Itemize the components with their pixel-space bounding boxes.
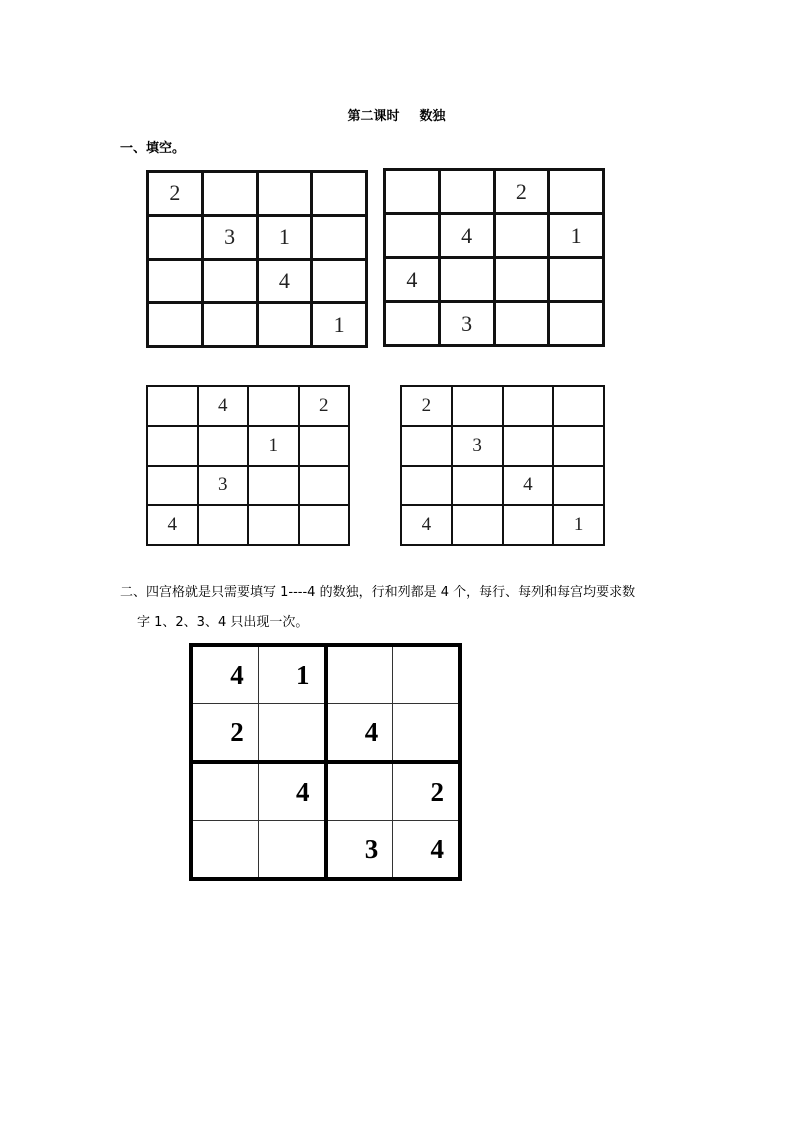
grid-cell[interactable]: 2: [148, 172, 203, 216]
grid-cell[interactable]: 1: [553, 505, 604, 545]
grid-cell[interactable]: [198, 426, 249, 466]
grid-cell[interactable]: 4: [401, 505, 452, 545]
grid-cell[interactable]: 4: [258, 762, 325, 821]
grid-cell[interactable]: [258, 704, 325, 763]
grid-cell[interactable]: [248, 466, 299, 506]
grid-cell[interactable]: [553, 386, 604, 426]
grid-cell[interactable]: 4: [326, 704, 393, 763]
grid-cell[interactable]: 4: [257, 259, 312, 303]
sudoku-grid-1: [146, 170, 368, 348]
grid-cell[interactable]: [326, 645, 393, 704]
grid-cell[interactable]: [147, 386, 198, 426]
grid-cell[interactable]: [553, 426, 604, 466]
grid-cell[interactable]: [257, 172, 312, 216]
grid-cell[interactable]: [503, 426, 554, 466]
grid-cell[interactable]: [147, 426, 198, 466]
grid-cell[interactable]: [439, 170, 494, 214]
grid-cell[interactable]: [393, 704, 460, 763]
grid-cell[interactable]: [385, 214, 440, 258]
section-2-instructions: [120, 578, 680, 638]
sudoku-grid-3: [146, 385, 350, 546]
instruction-line-1: 二、四宫格就是只需要填写 1----4 的数独，行和列都是 4 个，每行、每列和每宫均要求数: [120, 585, 636, 600]
grid-cell[interactable]: [299, 426, 350, 466]
grid-cell[interactable]: [312, 172, 367, 216]
grid-cell[interactable]: [148, 259, 203, 303]
sudoku-grid-4: [400, 385, 605, 546]
grid-cell[interactable]: 2: [299, 386, 350, 426]
grid-cell[interactable]: 4: [439, 214, 494, 258]
grid-cell[interactable]: [439, 258, 494, 302]
grid-cell[interactable]: [503, 505, 554, 545]
grid-cell[interactable]: [503, 386, 554, 426]
grid-cell[interactable]: 3: [452, 426, 503, 466]
grid-cell[interactable]: 1: [549, 214, 604, 258]
grid-cell[interactable]: 3: [439, 302, 494, 346]
grid-cell[interactable]: [401, 466, 452, 506]
grid-cell[interactable]: 3: [202, 215, 257, 259]
lesson-label: 第二课时: [347, 109, 400, 124]
grid-cell[interactable]: [494, 302, 549, 346]
grid-cell[interactable]: 4: [147, 505, 198, 545]
grid-cell[interactable]: [202, 259, 257, 303]
grid-cell[interactable]: 1: [248, 426, 299, 466]
grid-cell[interactable]: [401, 426, 452, 466]
grid-cell[interactable]: [549, 258, 604, 302]
grid-cell[interactable]: 1: [258, 645, 325, 704]
grid-cell[interactable]: [494, 214, 549, 258]
grid-cell[interactable]: 4: [503, 466, 554, 506]
grid-cell[interactable]: [312, 259, 367, 303]
grid-cell[interactable]: [248, 386, 299, 426]
sudoku-grid-main: [189, 643, 462, 881]
grid-cell[interactable]: [549, 302, 604, 346]
grid-cell[interactable]: [198, 505, 249, 545]
grid-cell[interactable]: [248, 505, 299, 545]
grid-cell[interactable]: [494, 258, 549, 302]
grid-cell[interactable]: [452, 505, 503, 545]
grid-cell[interactable]: 2: [494, 170, 549, 214]
grid-cell[interactable]: 2: [393, 762, 460, 821]
grid-cell[interactable]: [385, 170, 440, 214]
grid-cell[interactable]: [326, 762, 393, 821]
grid-cell[interactable]: [312, 215, 367, 259]
grid-cell[interactable]: 4: [198, 386, 249, 426]
grid-cell[interactable]: [549, 170, 604, 214]
grid-cell[interactable]: [257, 303, 312, 347]
grid-cell[interactable]: 1: [257, 215, 312, 259]
grid-cell[interactable]: [452, 386, 503, 426]
grid-cell[interactable]: 2: [401, 386, 452, 426]
sudoku-grid-2: [383, 168, 605, 347]
grid-cell[interactable]: [385, 302, 440, 346]
grid-cell[interactable]: 1: [312, 303, 367, 347]
grid-cell[interactable]: 3: [198, 466, 249, 506]
grid-cell[interactable]: 3: [326, 821, 393, 880]
grid-cell[interactable]: [148, 303, 203, 347]
grid-cell[interactable]: [202, 303, 257, 347]
grid-cell[interactable]: 4: [393, 821, 460, 880]
grid-cell[interactable]: [147, 466, 198, 506]
topic-label: 数独: [419, 109, 446, 124]
grid-cell[interactable]: 4: [191, 645, 258, 704]
section-1-heading: 一、填空。: [120, 141, 186, 156]
grid-cell[interactable]: [553, 466, 604, 506]
grid-cell[interactable]: [299, 505, 350, 545]
grid-cell[interactable]: [191, 762, 258, 821]
grid-cell[interactable]: 4: [385, 258, 440, 302]
grid-cell[interactable]: [191, 821, 258, 880]
grid-cell[interactable]: [202, 172, 257, 216]
grid-cell[interactable]: [452, 466, 503, 506]
grid-cell[interactable]: 2: [191, 704, 258, 763]
page-title: [0, 105, 793, 124]
grid-cell[interactable]: [299, 466, 350, 506]
grid-cell[interactable]: [393, 645, 460, 704]
instruction-line-2: 字 1、2、3、4 只出现一次。: [137, 615, 309, 630]
grid-cell[interactable]: [148, 215, 203, 259]
grid-cell[interactable]: [258, 821, 325, 880]
